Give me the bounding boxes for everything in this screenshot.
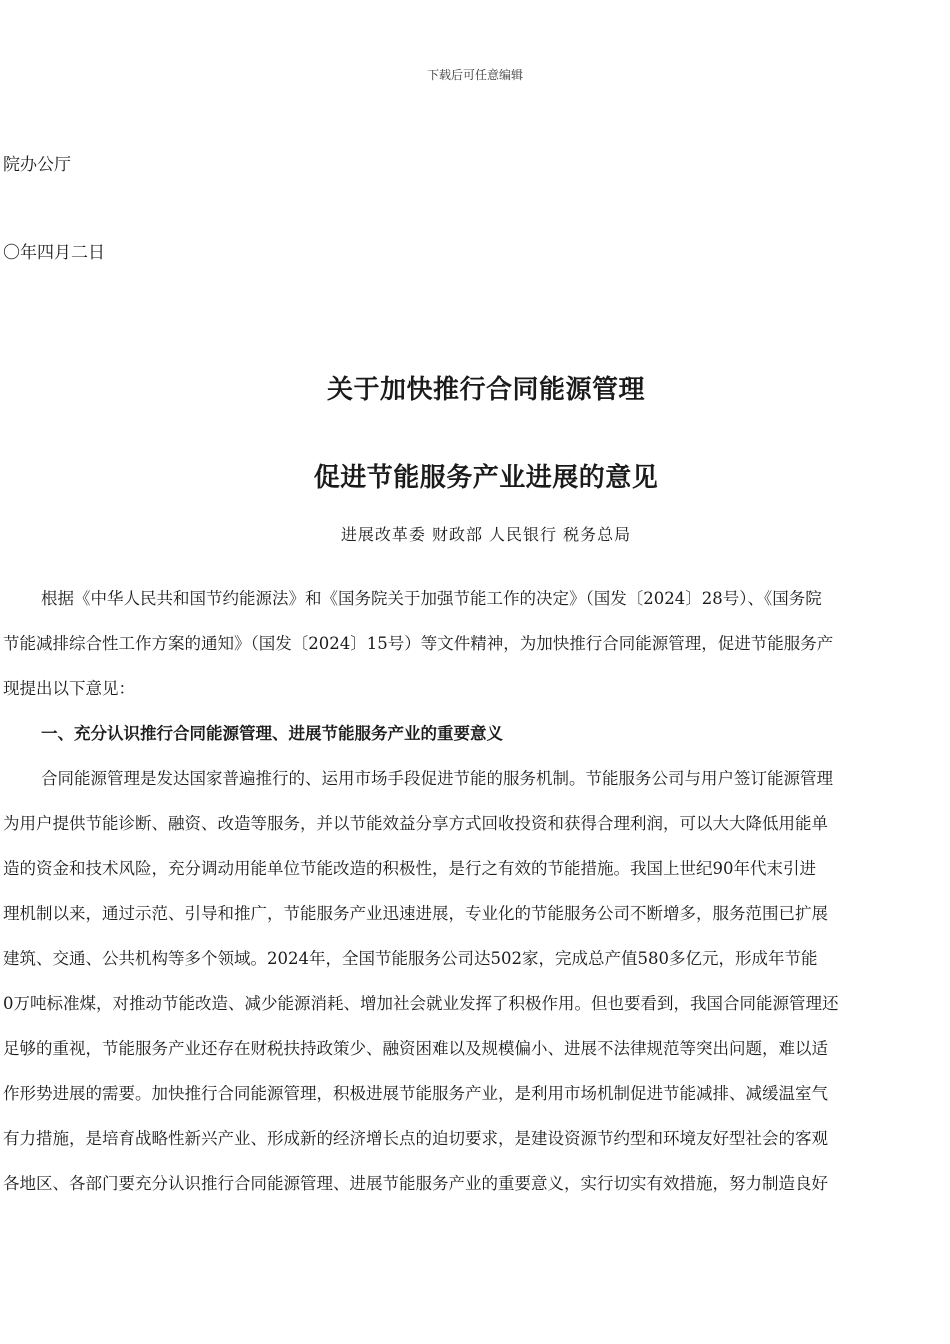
paragraph-1-line: 节能减排综合性工作方案的通知》（国发〔2024〕15号）等文件精神，为加快推行合同能源管理，促进节能服务产 — [3, 634, 834, 653]
issue-date: 〇年四月二日 — [3, 243, 105, 263]
paragraph-2-line: 为用户提供节能诊断、融资、改造等服务，并以节能效益分享方式回收投资和获得合理利润，可以大大降低用能单 — [3, 814, 828, 833]
paragraph-1-line: 根据《中华人民共和国节约能源法》和《国务院关于加强节能工作的决定》（国发〔2024〕28号）、《国务院 — [41, 589, 822, 608]
paragraph-2-line: 足够的重视，节能服务产业还存在财税扶持政策少、融资困难以及规模偏小、进展不法律规范等突出问题，难以适 — [3, 1039, 828, 1058]
section-1-heading: 一、充分认识推行合同能源管理、进展节能服务产业的重要意义 — [41, 724, 503, 743]
paragraph-2-line: 造的资金和技术风险，充分调动用能单位节能改造的积极性，是行之有效的节能措施。我国上世纪90年代末引进 — [3, 859, 816, 878]
header-note: 下载后可任意编辑 — [426, 68, 523, 82]
issuing-authorities: 进展改革委 财政部 人民银行 税务总局 — [340, 525, 632, 544]
paragraph-1-line: 现提出以下意见： — [3, 679, 135, 698]
paragraph-2-line: 理机制以来，通过示范、引导和推广，节能服务产业迅速进展，专业化的节能服务公司不断增多，服务范围已扩展 — [3, 904, 828, 923]
document-body — [3, 576, 950, 1206]
document-title-line-2: 促进节能服务产业进展的意见 — [313, 463, 659, 493]
paragraph-2-line: 作形势进展的需要。加快推行合同能源管理，积极进展节能服务产业，是利用市场机制促进节能减排、减缓温室气 — [3, 1084, 828, 1103]
document-title-line-1: 关于加快推行合同能源管理 — [326, 375, 645, 405]
paragraph-2-line: 合同能源管理是发达国家普遍推行的、运用市场手段促进节能的服务机制。节能服务公司与用户签订能源管理 — [41, 769, 833, 788]
issuer-name: 院办公厅 — [3, 155, 71, 175]
paragraph-2-line: 各地区、各部门要充分认识推行合同能源管理、进展节能服务产业的重要意义，实行切实有效措施，努力制造良好 — [3, 1174, 828, 1193]
paragraph-2-line: 建筑、交通、公共机构等多个领域。2024年，全国节能服务公司达502家，完成总产值580多亿元，形成年节能 — [3, 949, 818, 968]
paragraph-2-line: 0万吨标准煤，对推动节能改造、减少能源消耗、增加社会就业发挥了积极作用。但也要看到，我国合同能源管理还 — [3, 994, 839, 1013]
paragraph-2-line: 有力措施，是培育战略性新兴产业、形成新的经济增长点的迫切要求，是建设资源节约型和环境友好型社会的客观 — [3, 1129, 828, 1148]
